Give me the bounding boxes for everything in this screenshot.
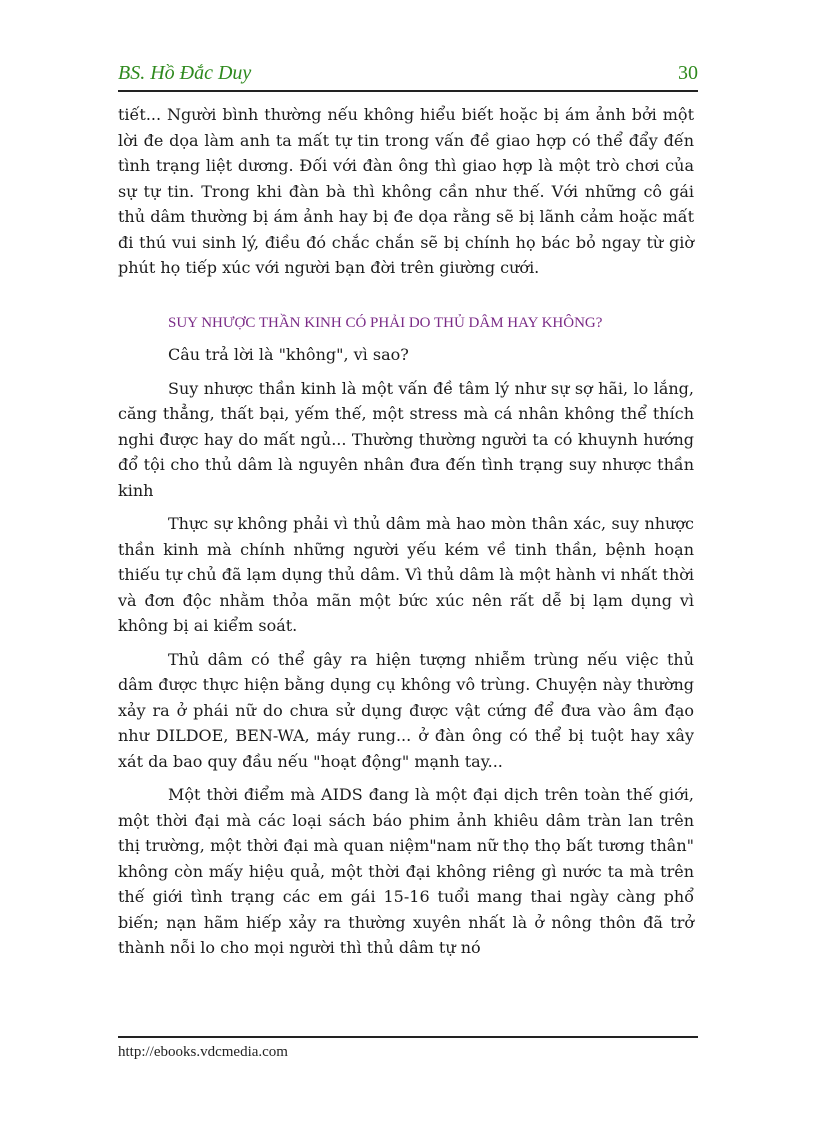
footer-link[interactable]: http://ebooks.vdcmedia.com (118, 1044, 288, 1060)
header-divider (118, 90, 698, 92)
paragraph-continuation: tiết... Người bình thường nếu không hiểu biết hoặc bị ám ảnh bởi một lời đe dọa làm anh ta mất tự tin trong vấn đề giao hợp có thể đẩy đến tình trạng liệt dương. Đối với đàn ông thì giao hợp là một trò chơi của sự tự tin. Trong khi đàn bà thì không cần như thế. Với những cô gái thủ dâm thường bị ám ảnh hay bị đe dọa rằng sẽ bị lãnh cảm hoặc mất đi thú vui sinh lý, điều đó chắc chắn sẽ bị chính họ bác bỏ ngay từ giờ phút họ tiếp xúc với người bạn đời trên giường cưới. (118, 105, 694, 277)
paragraph: Suy nhược thần kinh là một vấn đề tâm lý như sự sợ hãi, lo lắng, căng thẳng, thất bại, yếm thế, một stress mà cá nhân không thể thích nghi được hay do mất ngủ... Thường thường người ta có khuynh hướng đổ tội cho thủ dâm là nguyên nhân đưa đến tình trạng suy nhược thần kinh (118, 378, 694, 500)
paragraph-answer: Câu trả lời là "không", vì sao? (168, 345, 409, 364)
footer-divider (118, 1036, 698, 1038)
page-number: 30 (678, 62, 698, 84)
header-author: BS. Hồ Đắc Duy (118, 62, 252, 84)
page-body (118, 102, 694, 961)
section-heading: SUY NHƯỢC THẦN KINH CÓ PHẢI DO THỦ DÂM HAY KHÔNG? (168, 314, 603, 331)
paragraph: Thực sự không phải vì thủ dâm mà hao mòn thân xác, suy nhược thần kinh mà chính những người yếu kém về tinh thần, bệnh hoạn thiếu tự chủ đã lạm dụng thủ dâm. Vì thủ dâm là một hành vi nhất thời và đơn độc nhằm thỏa mãn một bức xúc nên rất dễ bị lạm dụng vì không bị ai kiểm soát. (118, 514, 694, 635)
page-header (118, 62, 698, 88)
paragraph: Một thời điểm mà AIDS đang là một đại dịch trên toàn thế giới, một thời đại mà các loại sách báo phim ảnh khiêu dâm tràn lan trên thị trường, một thời đại mà quan niệm"nam nữ thọ thọ bất tương thân" không còn mấy hiệu quả, một thời đại không riêng gì nước ta mà trên thế giới tình trạng các em gái 15-16 tuổi mang thai ngày càng phổ biến; nạn hãm hiếp xảy ra thường xuyên nhất là ở nông thôn đã trở thành nỗi lo cho mọi người thì thủ dâm tự nó (118, 785, 694, 957)
paragraph: Thủ dâm có thể gây ra hiện tượng nhiễm trùng nếu việc thủ dâm được thực hiện bằng dụng cụ không vô trùng. Chuyện này thường xảy ra ở phái nữ do chưa sử dụng được vật cứng để đưa vào âm đạo như DILDOE, BEN-WA, máy rung... ở đàn ông có thể bị tuột hay xây xát da bao quy đầu nếu "hoạt động" mạnh tay... (118, 649, 694, 771)
